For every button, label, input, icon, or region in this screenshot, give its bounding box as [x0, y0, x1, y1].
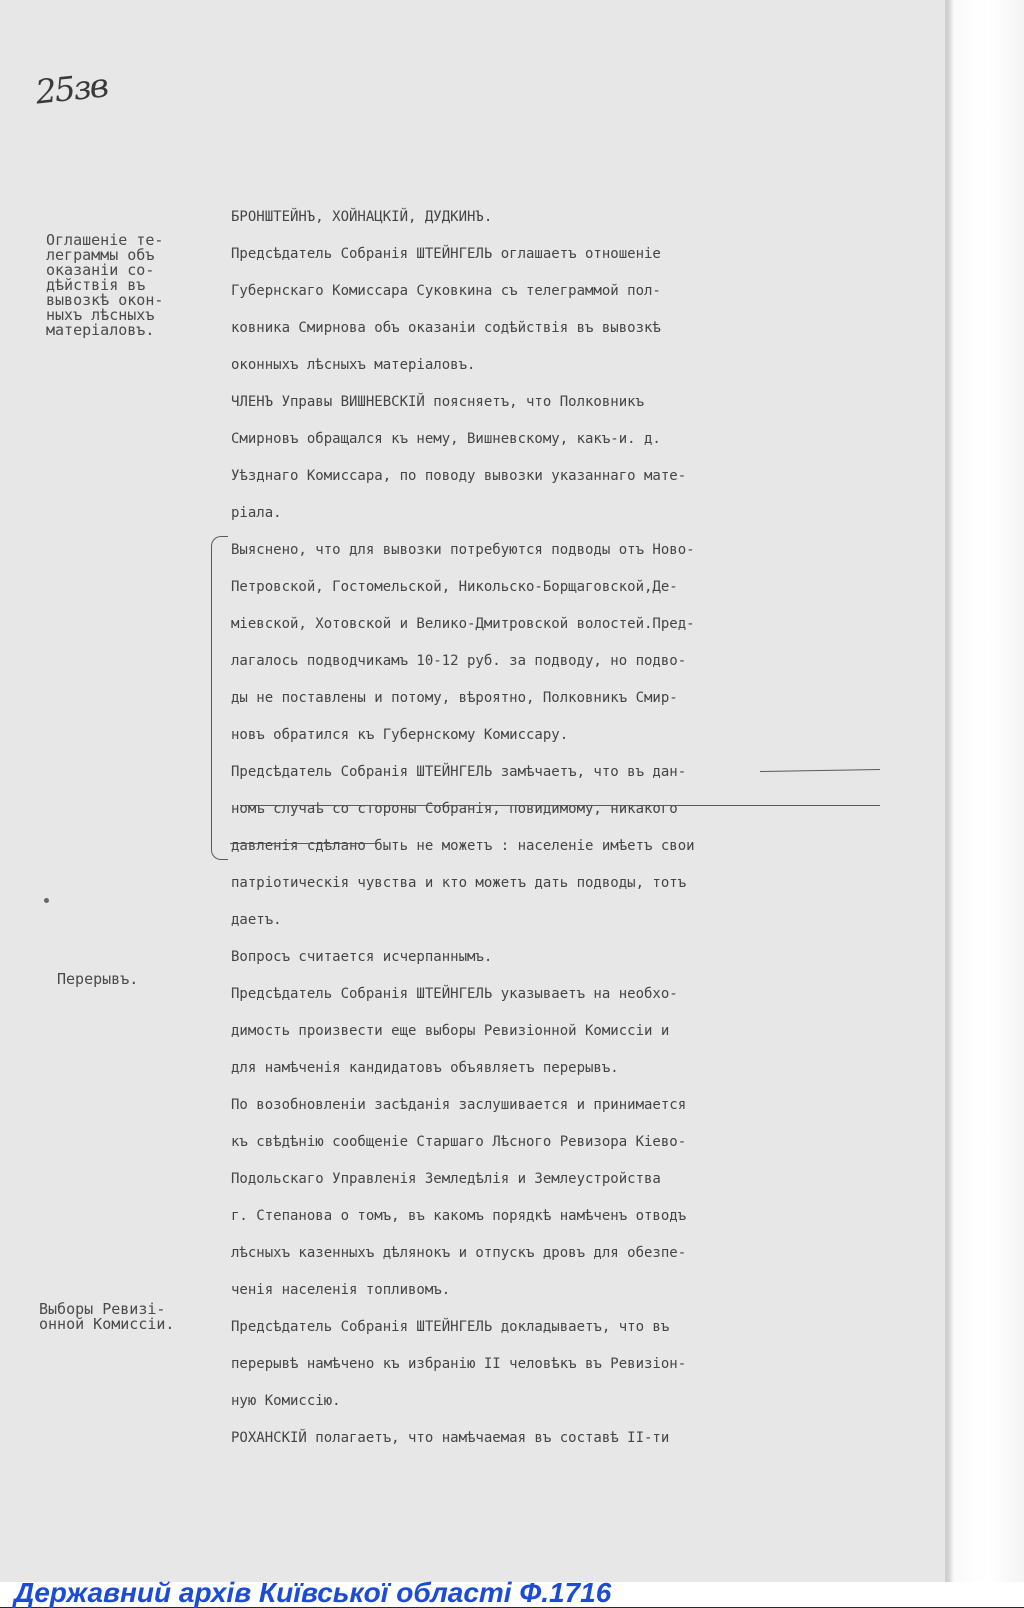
margin-note-election: Выборы Ревизі- онной Комиссіи.	[39, 1300, 175, 1333]
paragraph-question-closed: Вопросъ считается исчерпаннымъ.	[231, 949, 493, 965]
page-number: 25зв	[33, 65, 109, 112]
archive-watermark: Державний архів Київської області Ф.1716	[14, 1577, 612, 1608]
main-text	[231, 199, 891, 1457]
paragraph-attendees: БРОНШТЕЙНЪ, ХОЙНАЦКІЙ, ДУДКИНЪ.	[231, 209, 493, 225]
paragraph-chairman-remark: Предсѣдатель Собранія ШТЕЙНГЕЛЬ замѣчаетъ, что въ дан- номъ случаѣ со стороны Собранія, повидимому, никакого давленія сдѣлано быть не можетъ : населеніе имѣетъ свои патріотическія чувства и кто можетъ дать подводы, тотъ даетъ.	[231, 764, 695, 928]
pencil-underline-mark	[230, 843, 375, 844]
page-edge-right	[948, 0, 1024, 1607]
pencil-bracket-mark	[211, 536, 228, 860]
paragraph-vishnevsky: ЧЛЕНЪ Управы ВИШНЕВСКІЙ поясняетъ, что Полковникъ Смирновъ обращался къ нему, Вишневскому, какъ-и. д. Уѣзднаго Комиссара, по поводу вывозки указаннаго мате- ріала.	[231, 394, 687, 521]
pencil-underline-mark	[240, 805, 880, 806]
paragraph-break-announced: Предсѣдатель Собранія ШТЕЙНГЕЛЬ указываетъ на необхо- димость произвести еще выборы Ревизіонной Комиссіи и для намѣченія кандидатовъ объявляетъ перерывъ.	[231, 986, 678, 1076]
paragraph-telegram: Предсѣдатель Собранія ШТЕЙНГЕЛЬ оглашаетъ отношеніе Губернскаго Комиссара Суковкина съ телеграммой пол- ковника Смирнова объ оказаніи содѣйствія въ вывозкѣ оконныхъ лѣсныхъ матеріаловъ.	[231, 246, 661, 373]
paragraph-forest-report: По возобновленіи засѣданія заслушивается и принимается къ свѣдѣнію сообщеніе Старшаго Лѣсного Ревизора Кіево- Подольскаго Управленія Земледѣлія и Землеустройства г. Степанова о томъ, въ какомъ порядкѣ намѣченъ отводъ лѣсныхъ казенныхъ дѣлянокъ и отпускъ дровъ для обезпе- ченія населенія топливомъ.	[231, 1097, 687, 1298]
margin-note-telegram: Оглашеніе те- леграммы объ оказаніи со- дѣйствія въ вывозкѣ окон- ныхъ лѣсныхъ матеріаловъ.	[46, 231, 164, 339]
paragraph-clarified: Выяснено, что для вывозки потребуются подводы отъ Ново- Петровской, Гостомельской, Никольско-Борщаговской,Де- міевской, Хотовской и Велико-Дмитровской волостей.Пред- лагалось подводчикамъ 10-12 руб. за подводу, но подво- ды не поставлены и потому, вѣроятно, Полковникъ Смир- новъ обратился къ Губернскому Комиссару.	[231, 542, 695, 743]
ink-dot	[44, 898, 49, 903]
margin-note-break: Перерывъ.	[57, 970, 139, 988]
paragraph-election-report: Предсѣдатель Собранія ШТЕЙНГЕЛЬ докладываетъ, что въ перерывѣ намѣчено къ избранію II человѣкъ въ Ревизіон- ную Комиссію.	[231, 1319, 687, 1409]
paragraph-rokhansky: РОХАНСКІЙ полагаетъ, что намѣчаемая въ составѣ II-ти	[231, 1430, 670, 1446]
